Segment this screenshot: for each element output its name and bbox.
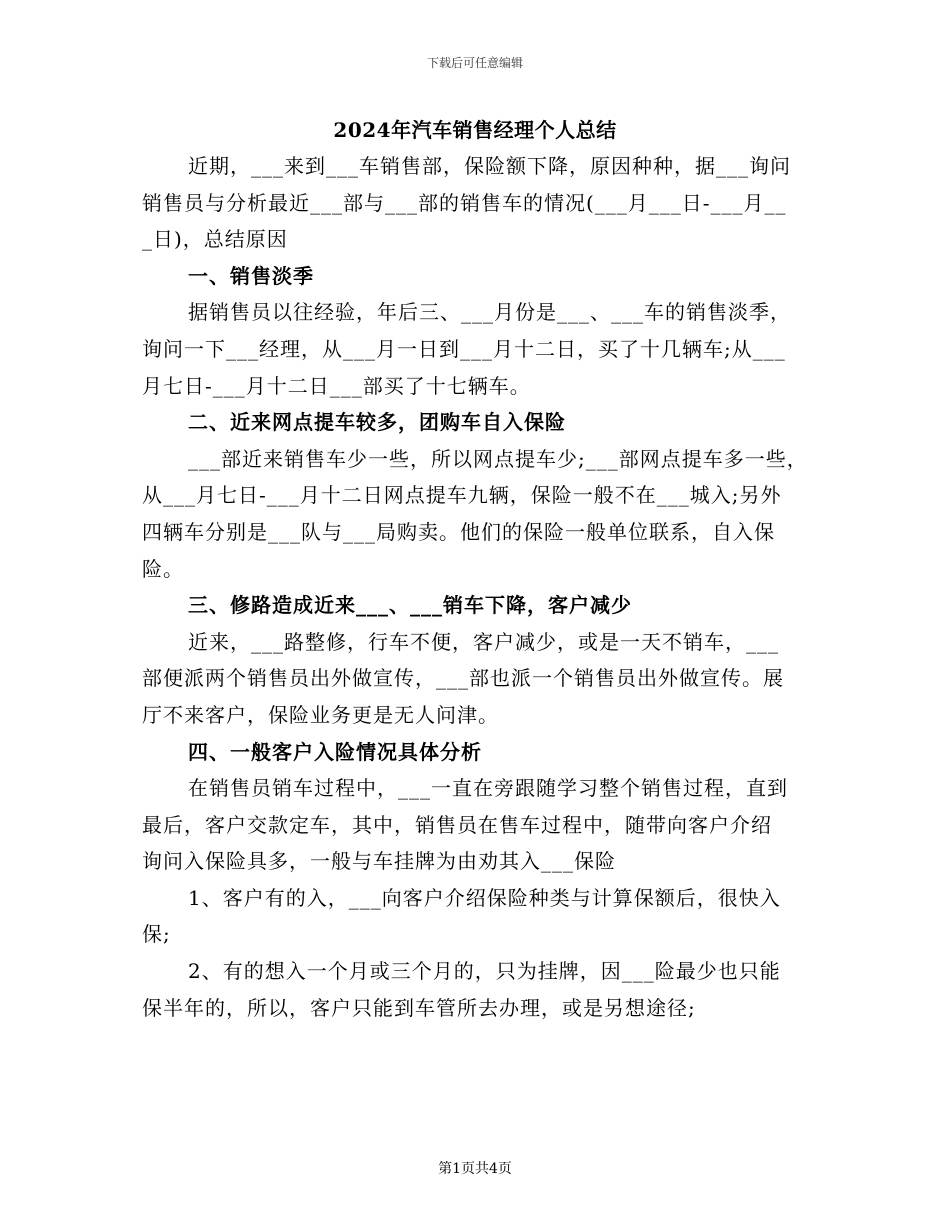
- paragraph-line: 据销售员以往经验，年后三、___月份是___、___车的销售淡季，: [188, 300, 791, 325]
- header-note: 下载后可任意编辑: [426, 56, 523, 70]
- paragraph-line: 最后，客户交款定车，其中，销售员在售车过程中，随带向客户介绍: [142, 812, 772, 837]
- list-item-line: 1、客户有的入，___向客户介绍保险种类与计算保额后，很快入: [188, 885, 781, 910]
- section-heading: 三、修路造成近来___、___销车下降，客户减少: [188, 593, 632, 618]
- section-heading: 二、近来网点提车较多，团购车自入保险: [188, 410, 566, 435]
- paragraph-line: 厅不来客户，保险业务更是无人问津。: [142, 702, 499, 727]
- paragraph-line: _日)，总结原因: [142, 227, 288, 252]
- paragraph-line: 四辆车分别是___队与___局购卖。他们的保险一般单位联系，自入保: [142, 519, 775, 544]
- paragraph-line: 近来，___路整修，行车不便，客户减少，或是一天不销车，___: [188, 629, 779, 654]
- paragraph-line: 月七日-___月十二日___部买了十七辆车。: [142, 373, 531, 398]
- document-title: 2024年汽车销售经理个人总结: [333, 118, 617, 142]
- paragraph-line: 近期，___来到___车销售部，保险额下降，原因种种，据___询问: [188, 154, 791, 178]
- list-item-line: 保;: [142, 922, 171, 947]
- paragraph-line: ___部近来销售车少一些，所以网点提车少;___部网点提车多一些，: [188, 446, 808, 471]
- page-footer: 第1页共4页: [438, 1161, 512, 1177]
- paragraph-line: 询问一下___经理，从___月一日到___月十二日，买了十几辆车;从___: [142, 336, 786, 361]
- document-body: [142, 148, 812, 1026]
- section-heading: 一、销售淡季: [188, 263, 314, 288]
- paragraph-line: 在销售员销车过程中，___一直在旁跟随学习整个销售过程，直到: [188, 776, 788, 801]
- paragraph-line: 销售员与分析最近___部与___部的销售车的情况(___月___日-___月__: [142, 190, 787, 215]
- paragraph-line: 部便派两个销售员出外做宣传，___部也派一个销售员出外做宣传。展: [142, 666, 784, 691]
- paragraph-line: 险。: [142, 556, 184, 581]
- section-heading: 四、一般客户入险情况具体分析: [188, 739, 482, 764]
- list-item-line: 保半年的，所以，客户只能到车管所去办理，或是另想途径;: [142, 995, 696, 1020]
- paragraph-line: 从___月七日-___月十二日网点提车九辆，保险一般不在___城入;另外: [142, 483, 782, 508]
- list-item-line: 2、有的想入一个月或三个月的，只为挂牌，因___险最少也只能: [188, 959, 781, 984]
- paragraph-line: 询问入保险具多，一般与车挂牌为由劝其入___保险: [142, 849, 616, 874]
